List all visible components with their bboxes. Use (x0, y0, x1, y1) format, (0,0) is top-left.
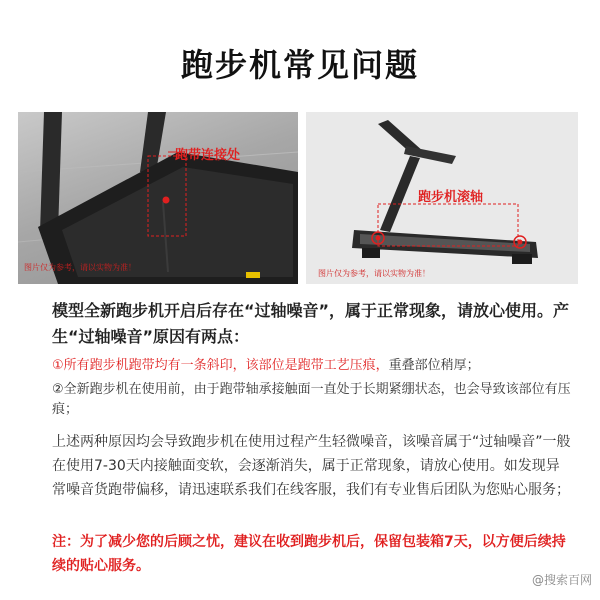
reason-one-tail: 重叠部位稍厚； (388, 358, 480, 373)
left-image-disclaimer: 图片仅为参考，请以实物为准！ (24, 263, 136, 272)
explanation-paragraph: 上述两种原因均会导致跑步机在使用过程产生轻微噪音，该噪音属于“过轴噪音”一般在使用7-30天内接触面变软，会逐渐消失，属于正常现象，请放心使用。如发现异常噪音货跑带偏移，请迅速联系我们在线客服，我们有专业售后团队为您贴心服务； (52, 434, 571, 498)
source-watermark: @搜索百网 (531, 573, 592, 587)
belt-joint-callout: 跑带连接处 (175, 148, 241, 163)
packaging-notice: 注：为了减少您的后顾之忧，建议在收到跑步机后，保留包装箱7天，以方便后续持续的贴心服务。 (52, 534, 566, 574)
page-title: 跑步机常见问题 (180, 46, 419, 84)
treadmill-belt-photo (18, 112, 298, 284)
reason-two: ②全新跑步机在使用前，由于跑带轴承接触面一直处于长期紧绷状态，也会导致该部位有压痕； (52, 382, 571, 417)
right-image-disclaimer: 图片仅为参考，请以实物为准！ (318, 269, 430, 278)
treadmill-belt-illustration (18, 112, 298, 284)
reason-one (52, 356, 572, 376)
roller-callout: 跑步机滚轴 (418, 190, 484, 205)
treadmill-roller-photo (306, 112, 578, 284)
intro-heading: 模型全新跑步机开启后存在“过轴噪音”，属于正常现象，请放心使用。产生“过轴噪音”原因有两点： (52, 301, 570, 346)
reason-one-highlight: ①所有跑步机跑带均有一条斜印，该部位是跑带工艺压痕， (52, 358, 389, 373)
